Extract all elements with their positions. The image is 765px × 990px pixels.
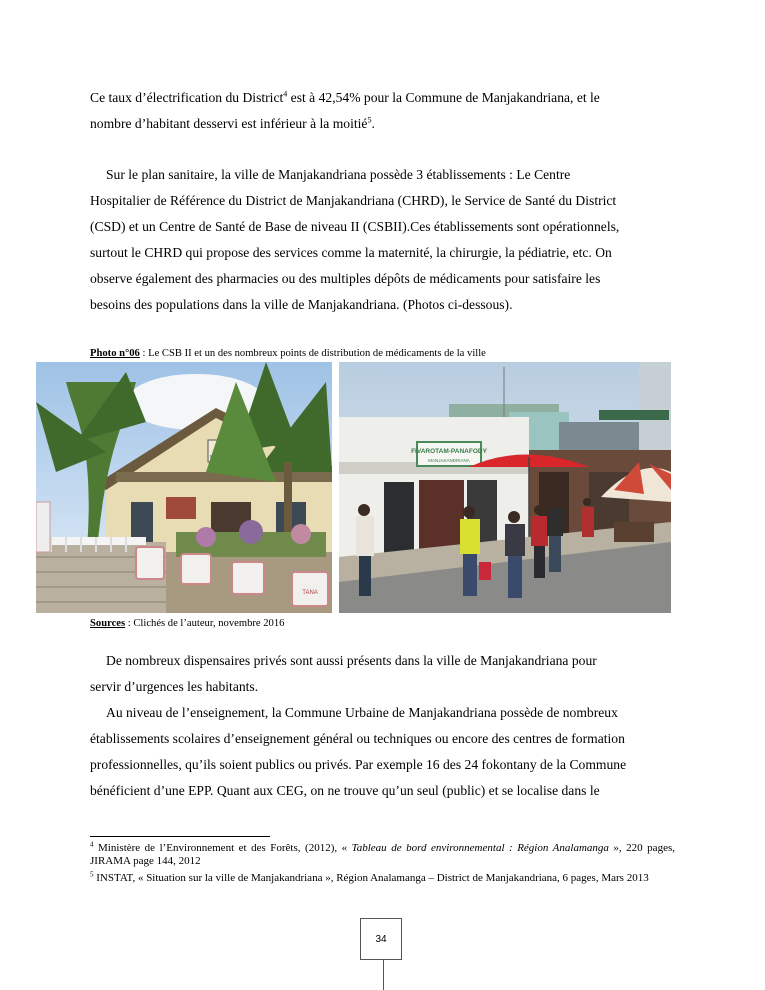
- text-span: Au niveau de l’enseignement, la Commune Urbaine de Manjakandriana possède de nombreux: [106, 705, 618, 720]
- plaque-text: TANA: [302, 590, 318, 596]
- text-line: besoins des populations dans la ville de Manjakandriana. (Photos ci-dessous).: [90, 297, 513, 312]
- text-line: établissements scolaires d’enseignement général ou techniques ou encore des centres de formation: [90, 731, 625, 746]
- sources-label: Sources: [90, 618, 126, 629]
- pharmacy-sign-text: FIVAROTAM-PANAFODY: [411, 448, 487, 455]
- text-line: Hospitalier de Référence du District de Manjakandriana (CHRD), le Service de Santé du District: [90, 193, 617, 208]
- footnote-ref[interactable]: 5: [367, 115, 372, 125]
- paragraph-dispensaires: [90, 648, 675, 700]
- photo-csb2-image: [36, 362, 332, 613]
- footnote-separator: [90, 836, 270, 837]
- photo-csb2: [36, 362, 332, 613]
- text-line: (CSD) et un Centre de Santé de Base de niveau II (CSBII).Ces établissements sont opérationnels,: [90, 219, 620, 234]
- text-line: [90, 648, 675, 674]
- text-span: De nombreux dispensaires privés sont aussi présents dans la ville de Manjakandriana pour: [106, 653, 597, 668]
- text-line: bénéficient d’une EPP. Quant aux CEG, on ne trouve qu’un seul (public) et se localise dans le: [90, 783, 600, 798]
- footnote-4: [90, 842, 675, 868]
- photo-pharmacy: [339, 362, 671, 613]
- text-line: [90, 162, 675, 188]
- text-line: professionnelles, qu’ils soient publics ou privés. Par exemple 16 des 24 fokontany de la Commune: [90, 757, 627, 772]
- page-number-connector: [383, 960, 384, 990]
- text-span: nombre d’habitant desservi est inférieur à la moitié: [90, 116, 368, 131]
- pharmacy-sign-subtext: MANJAKANDRIANA: [428, 458, 470, 463]
- footnote-5-number: 5: [90, 870, 94, 879]
- paragraph-electrification: [90, 85, 675, 137]
- page-number: 34: [360, 918, 402, 960]
- photo-pharmacy-image: [339, 362, 671, 613]
- paragraph-enseignement: [90, 700, 675, 804]
- text-line: observe également des pharmacies ou des multiples dépôts de médicaments pour satisfaire les: [90, 271, 601, 286]
- text-line: [90, 85, 675, 111]
- photo-caption-text: : Le CSB II et un des nombreux points de distribution de médicaments de la ville: [139, 348, 486, 359]
- text-span: Ce taux d’électrification du District: [90, 90, 284, 105]
- photo-caption-label: Photo n°06: [90, 348, 140, 359]
- photo-sources: [90, 617, 284, 630]
- footnote-4-number: 4: [90, 840, 94, 849]
- text-span: est à 42,54% pour la Commune de Manjakandriana, et le: [287, 90, 600, 105]
- text-line: surtout le CHRD qui propose des services comme la maternité, la chirurgie, la pédiatrie, etc. On: [90, 245, 612, 260]
- footnote-ref[interactable]: 4: [283, 89, 288, 99]
- footnote-4-title: Tableau de bord environnemental : Région Analamanga: [351, 842, 609, 854]
- text-span: Sur le plan sanitaire, la ville de Manjakandriana possède 3 établissements : Le Centre: [106, 167, 571, 182]
- footnote-5: [90, 872, 675, 885]
- footnote-4-text: Ministère de l’Environnement et des Forêts, (2012), «: [93, 842, 352, 854]
- footnote-4-text-end: », 220 pages, JIRAMA page 144, 2012: [90, 842, 675, 867]
- text-line: servir d’urgences les habitants.: [90, 679, 259, 694]
- text-span: .: [371, 116, 375, 131]
- photo-caption: [90, 347, 486, 360]
- paragraph-sanitaire: [90, 162, 675, 318]
- text-line: [90, 700, 675, 726]
- footnote-5-text: INSTAT, « Situation sur la ville de Manjakandriana », Région Analamanga – District de Manjakandriana, 6 pages, Mars 2013: [93, 872, 649, 884]
- text-line: [90, 111, 675, 137]
- sources-text: : Clichés de l’auteur, novembre 2016: [125, 618, 285, 629]
